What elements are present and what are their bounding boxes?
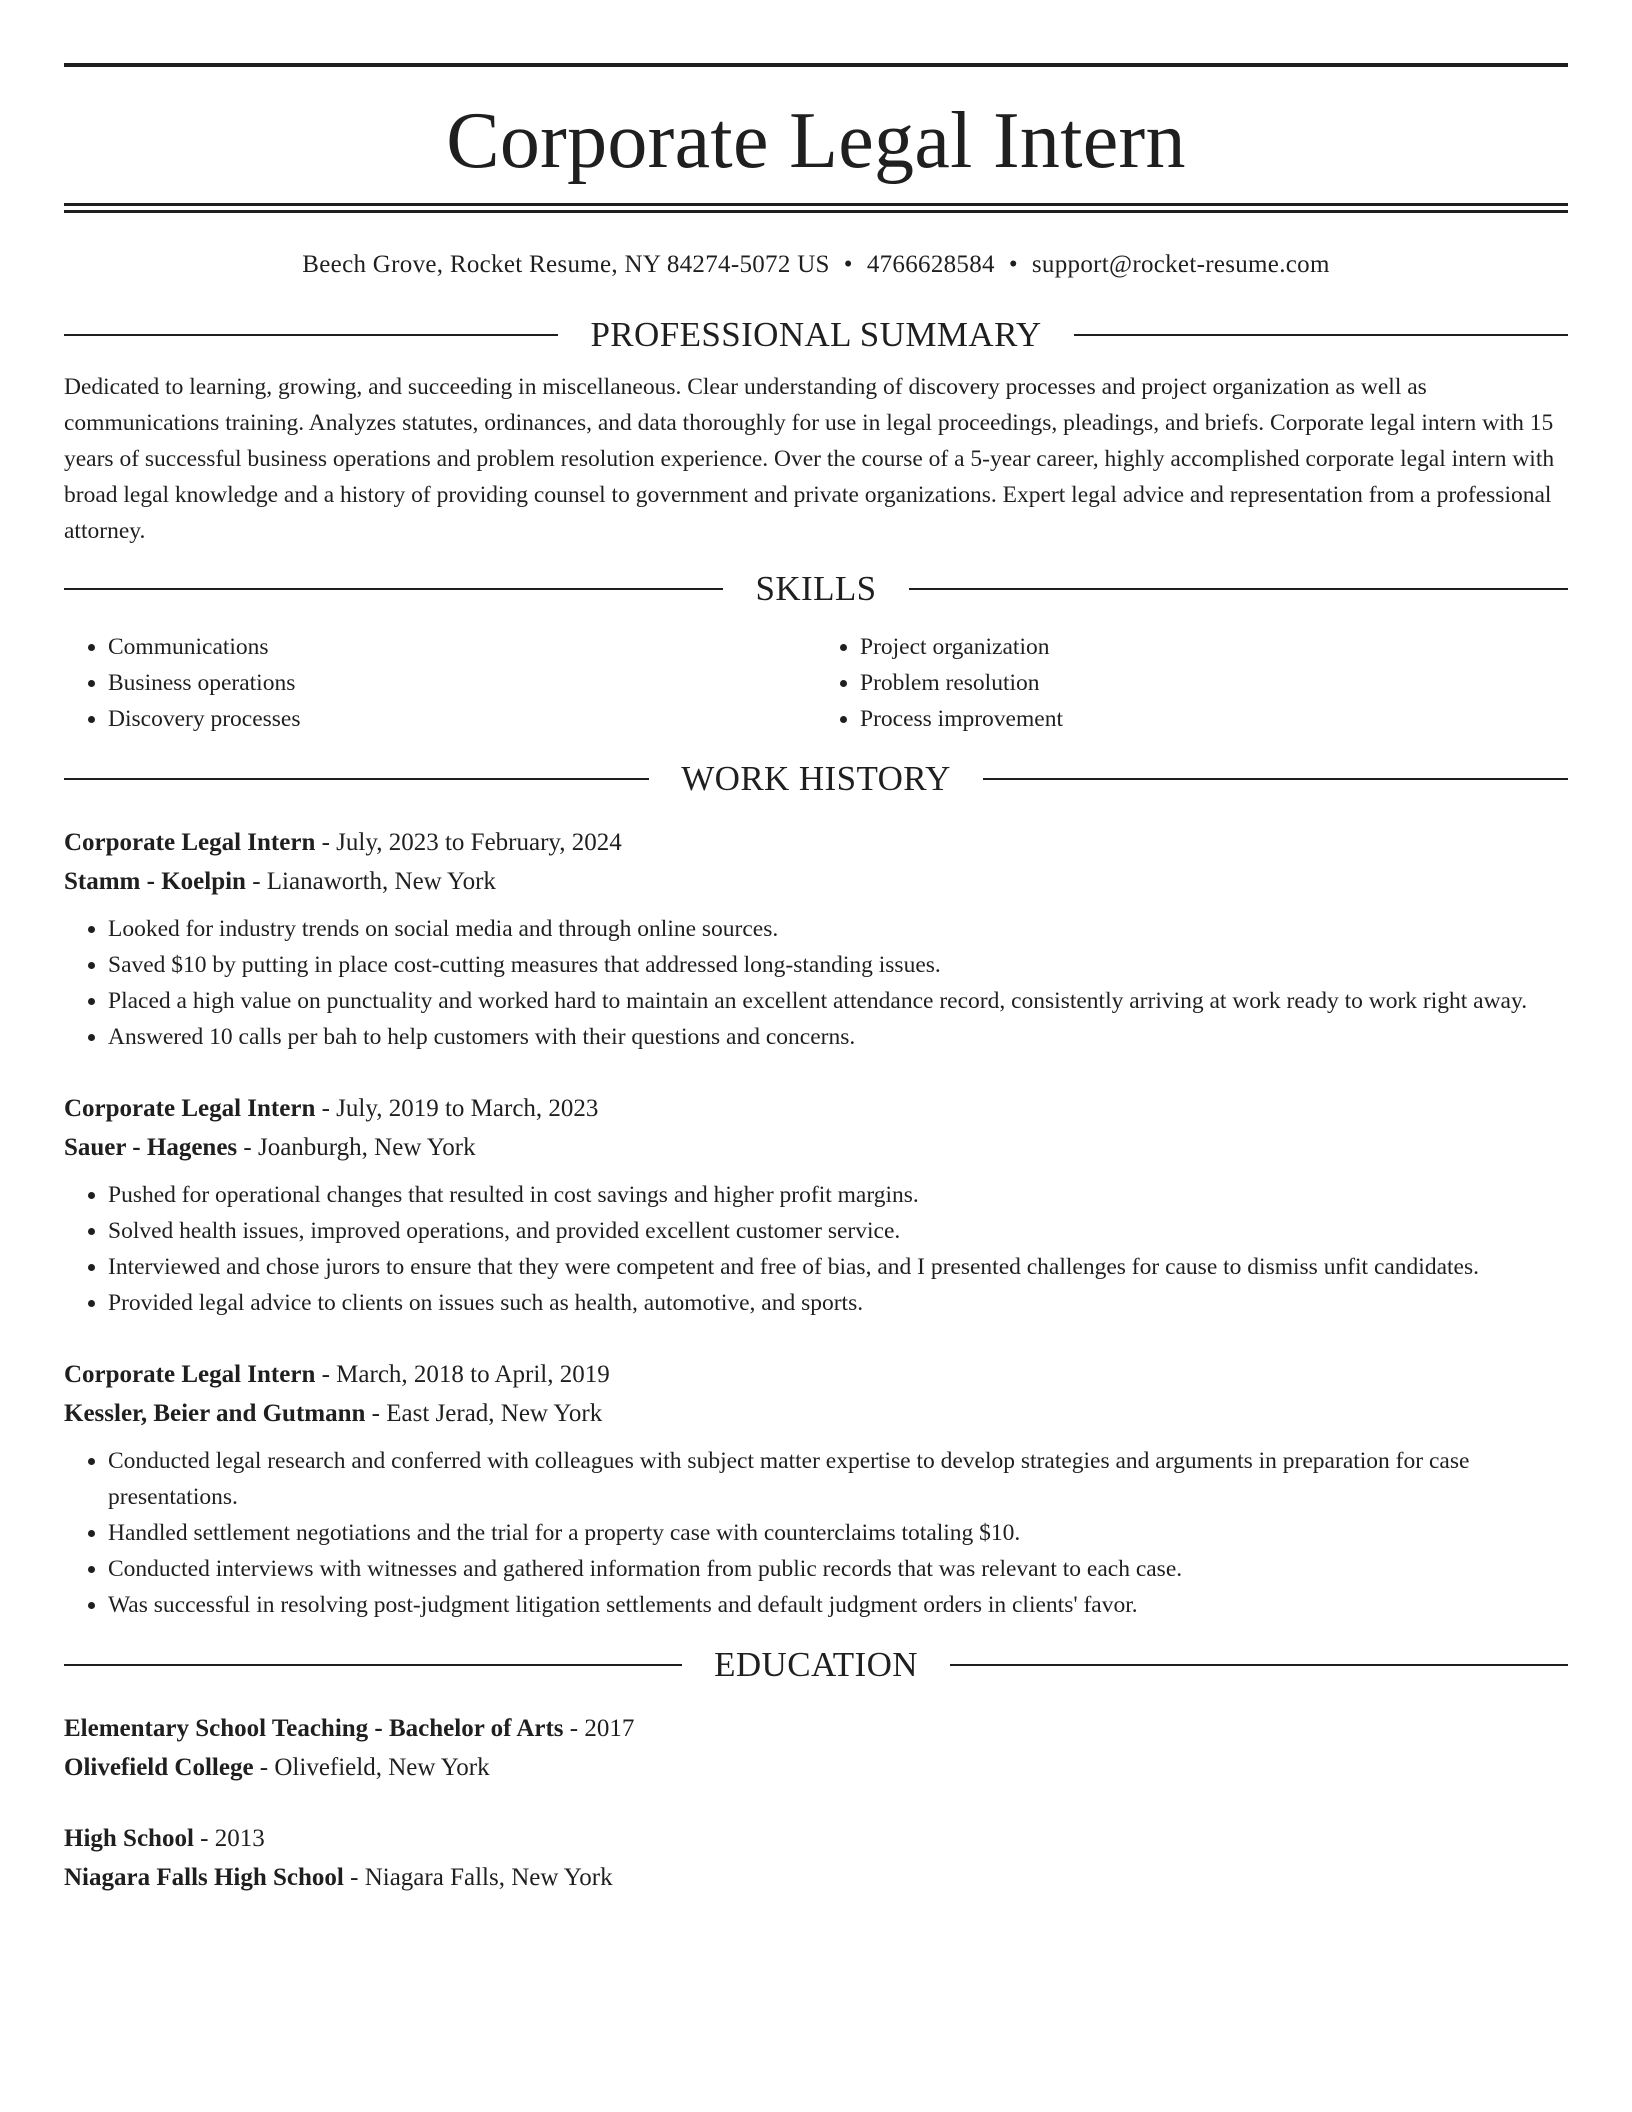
job-location: - Joanburgh, New York xyxy=(237,1134,476,1161)
job-bullet: • Answered 10 calls per bah to help customers with their questions and concerns. xyxy=(108,1019,1568,1055)
job-bullet: • Saved $10 by putting in place cost-cutting measures that addressed long-standing issues. xyxy=(108,947,1568,983)
job-bullets xyxy=(64,1177,1568,1321)
heading-rule-left xyxy=(64,334,558,336)
job-location: - Lianaworth, New York xyxy=(245,868,496,895)
skills-list-right xyxy=(816,629,1568,737)
job-company: Stamm - Koelpin xyxy=(64,868,246,895)
education-heading xyxy=(64,1643,1568,1687)
education-title: EDUCATION xyxy=(714,1645,918,1684)
job-company-line xyxy=(64,1394,1568,1433)
heading-rule-right xyxy=(909,588,1568,590)
skills-list-left xyxy=(64,629,816,737)
job-dates: - July, 2023 to February, 2024 xyxy=(315,829,622,856)
job-bullet: • Conducted interviews with witnesses and gathered information from public records that was relevant to each case. xyxy=(108,1551,1568,1587)
job-company-line xyxy=(64,1128,1568,1167)
job-title-line xyxy=(64,1355,1568,1394)
skill-item: • Communications xyxy=(108,629,816,665)
job-title-line xyxy=(64,823,1568,862)
education-degree: Elementary School Teaching - Bachelor of Arts xyxy=(64,1715,564,1742)
job-bullet: • Conducted legal research and conferred with colleagues with subject matter expertise to develop strategies and arguments in preparation for case presentations. xyxy=(108,1443,1568,1515)
education-year: - 2013 xyxy=(193,1825,265,1852)
education-year: - 2017 xyxy=(563,1715,635,1742)
job-bullet: • Solved health issues, improved operations, and provided excellent customer service. xyxy=(108,1213,1568,1249)
job-title: Corporate Legal Intern xyxy=(64,829,316,856)
contact-phone: 4766628584 xyxy=(866,251,995,278)
skills-title: SKILLS xyxy=(755,569,877,608)
education-entry xyxy=(64,1819,1568,1897)
job-bullet: • Pushed for operational changes that resulted in cost savings and higher profit margins. xyxy=(108,1177,1568,1213)
skill-item: • Discovery processes xyxy=(108,701,816,737)
skill-item: • Project organization xyxy=(860,629,1568,665)
education-school: Olivefield College xyxy=(64,1754,254,1781)
heading-rule-left xyxy=(64,778,649,780)
job-dates: - July, 2019 to March, 2023 xyxy=(315,1095,599,1122)
skills-grid xyxy=(64,629,1568,737)
job-company-line xyxy=(64,862,1568,901)
work-title: WORK HISTORY xyxy=(681,759,951,798)
heading-rule-left xyxy=(64,1664,682,1666)
education-entry xyxy=(64,1709,1568,1787)
job-location: - East Jerad, New York xyxy=(365,1400,603,1427)
job-entry xyxy=(64,823,1568,1055)
job-entry xyxy=(64,1355,1568,1623)
summary-heading xyxy=(64,313,1568,357)
education-degree-line xyxy=(64,1709,1568,1748)
heading-rule-left xyxy=(64,588,723,590)
job-bullet: • Handled settlement negotiations and the trial for a property case with counterclaims totaling $10. xyxy=(108,1515,1568,1551)
education-school: Niagara Falls High School xyxy=(64,1864,344,1891)
top-rule xyxy=(64,63,1568,67)
heading-rule-right xyxy=(1074,334,1568,336)
job-bullet: • Placed a high value on punctuality and worked hard to maintain an excellent attendance record, consistently arriving at work ready to work right away. xyxy=(108,983,1568,1019)
contact-separator: • xyxy=(843,251,853,278)
job-bullets xyxy=(64,911,1568,1055)
education-degree-line xyxy=(64,1819,1568,1858)
skill-item: • Problem resolution xyxy=(860,665,1568,701)
job-bullet: • Was successful in resolving post-judgment litigation settlements and default judgment orders in clients' favor. xyxy=(108,1587,1568,1623)
education-school-line xyxy=(64,1748,1568,1787)
job-title-line xyxy=(64,1089,1568,1128)
skill-item: • Business operations xyxy=(108,665,816,701)
contact-email: support@rocket-resume.com xyxy=(1031,251,1330,278)
summary-text: Dedicated to learning, growing, and succeeding in miscellaneous. Clear understanding of discovery processes and project organization as well as communications training. Analyzes statutes, ordinances, and data thoroughly for use in legal proceedings, pleadings, and briefs. Corporate legal intern with 15 years of successful business operations and problem resolution experience. Over the course of a 5-year career, highly accomplished corporate legal intern with broad legal knowledge and a history of providing counsel to government and private organizations. Expert legal advice and representation from a professional attorney. xyxy=(64,374,1555,544)
resume-name: Corporate Legal Intern xyxy=(446,97,1186,185)
job-title: Corporate Legal Intern xyxy=(64,1361,316,1388)
summary-title: PROFESSIONAL SUMMARY xyxy=(590,315,1042,354)
education-degree: High School xyxy=(64,1825,194,1852)
job-company: Kessler, Beier and Gutmann xyxy=(64,1400,366,1427)
job-bullet: • Looked for industry trends on social media and through online sources. xyxy=(108,911,1568,947)
education-school-line xyxy=(64,1858,1568,1897)
job-company: Sauer - Hagenes xyxy=(64,1134,238,1161)
skill-item: • Process improvement xyxy=(860,701,1568,737)
heading-rule-right xyxy=(950,1664,1568,1666)
job-bullets xyxy=(64,1443,1568,1623)
job-dates: - March, 2018 to April, 2019 xyxy=(315,1361,610,1388)
skills-heading xyxy=(64,567,1568,611)
job-bullet: • Interviewed and chose jurors to ensure that they were competent and free of bias, and I presented challenges for cause to dismiss unfit candidates. xyxy=(108,1249,1568,1285)
work-heading xyxy=(64,757,1568,801)
contact-line xyxy=(64,247,1568,283)
contact-address: Beech Grove, Rocket Resume, NY 84274-5072 US xyxy=(302,251,830,278)
job-entry xyxy=(64,1089,1568,1321)
contact-separator: • xyxy=(1008,251,1018,278)
job-bullet: • Provided legal advice to clients on issues such as health, automotive, and sports. xyxy=(108,1285,1568,1321)
education-location: - Olivefield, New York xyxy=(253,1754,490,1781)
education-location: - Niagara Falls, New York xyxy=(343,1864,613,1891)
heading-rule-right xyxy=(983,778,1568,780)
job-title: Corporate Legal Intern xyxy=(64,1095,316,1122)
double-rule xyxy=(64,203,1568,213)
